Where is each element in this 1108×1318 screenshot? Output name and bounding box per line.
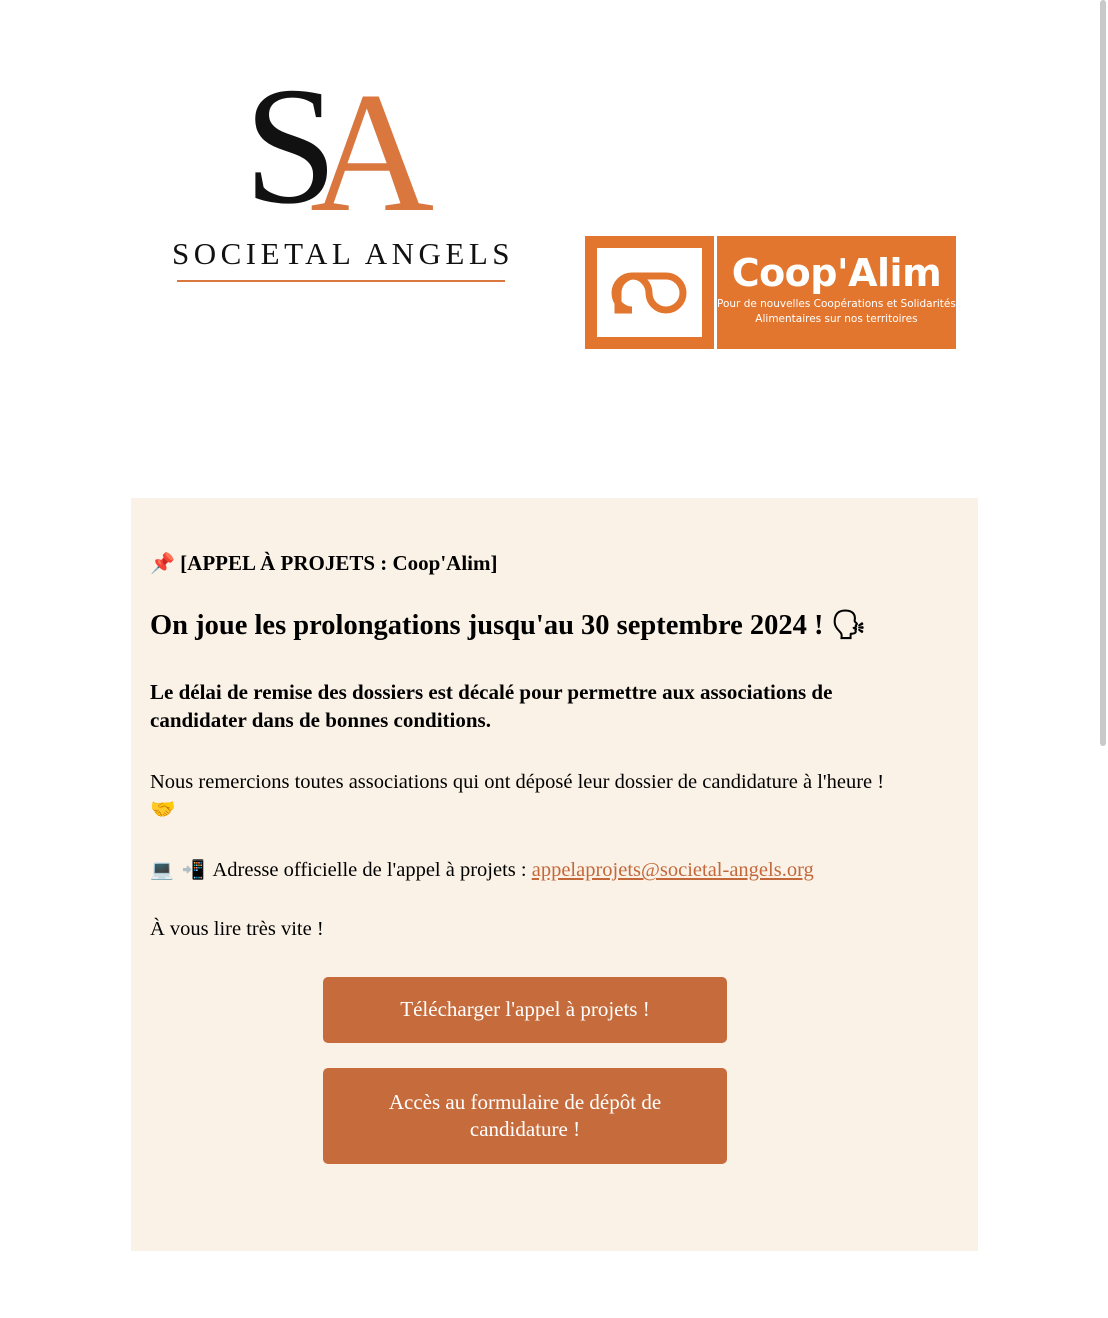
lede-paragraph: Le délai de remise des dossiers est décalé pour permettre aux associations de candidater dans de bonnes conditions. bbox=[150, 679, 833, 733]
coop-alim-mark bbox=[585, 236, 714, 349]
coop-alim-tagline bbox=[717, 297, 956, 327]
coop-alim-text-block bbox=[717, 236, 956, 349]
contact-email-link[interactable]: appelaprojets@societal-angels.org bbox=[531, 859, 814, 882]
download-call-for-projects-button[interactable]: Télécharger l'appel à projets ! bbox=[323, 977, 727, 1043]
infinity-loop-icon bbox=[597, 248, 702, 337]
contact-label: Adresse officielle de l'appel à projets : bbox=[212, 859, 527, 882]
contact-paragraph bbox=[150, 856, 910, 884]
page-title bbox=[150, 607, 910, 645]
application-form-access-button[interactable]: Accès au formulaire de dépôt de candidature ! bbox=[323, 1068, 727, 1164]
coop-alim-tagline-line2: Alimentaires sur nos territoires bbox=[755, 313, 918, 325]
societal-angels-monogram-icon bbox=[172, 78, 510, 238]
handshake-icon: 🤝 bbox=[150, 799, 176, 822]
laptop-icon: 💻 bbox=[150, 860, 177, 882]
speaking-head-icon: 🗣 bbox=[830, 610, 867, 642]
thanks-text: Nous remercions toutes associations qui ont déposé leur dossier de candidature à l'heure ! bbox=[150, 770, 885, 793]
societal-angels-logo bbox=[172, 78, 515, 296]
mobile-phone-icon: 📲 bbox=[181, 860, 209, 882]
page-title-text: On joue les prolongations jusqu'au 30 septembre 2024 ! bbox=[150, 610, 824, 642]
coop-alim-logo bbox=[585, 236, 956, 349]
announcement-kicker bbox=[150, 550, 910, 577]
svg-text:A: A bbox=[310, 78, 435, 238]
societal-angels-underline-rule bbox=[177, 280, 505, 282]
thanks-paragraph bbox=[150, 768, 910, 825]
coop-alim-title: Coop'Alim bbox=[731, 250, 942, 295]
page-scrollbar[interactable] bbox=[1100, 0, 1106, 746]
announcement-kicker-text: [APPEL À PROJETS : Coop'Alim] bbox=[180, 551, 498, 575]
societal-angels-wordmark: SOCIETAL ANGELS bbox=[172, 236, 515, 271]
email-body-card bbox=[131, 498, 978, 1251]
signoff-paragraph: À vous lire très vite ! bbox=[150, 917, 324, 940]
cta-button-group bbox=[150, 977, 910, 1164]
pushpin-icon: 📌 bbox=[150, 553, 175, 575]
coop-alim-tagline-line1: Pour de nouvelles Coopérations et Solidarités bbox=[717, 297, 956, 310]
email-header-logos bbox=[0, 0, 1094, 498]
svg-text:S: S bbox=[244, 78, 338, 238]
